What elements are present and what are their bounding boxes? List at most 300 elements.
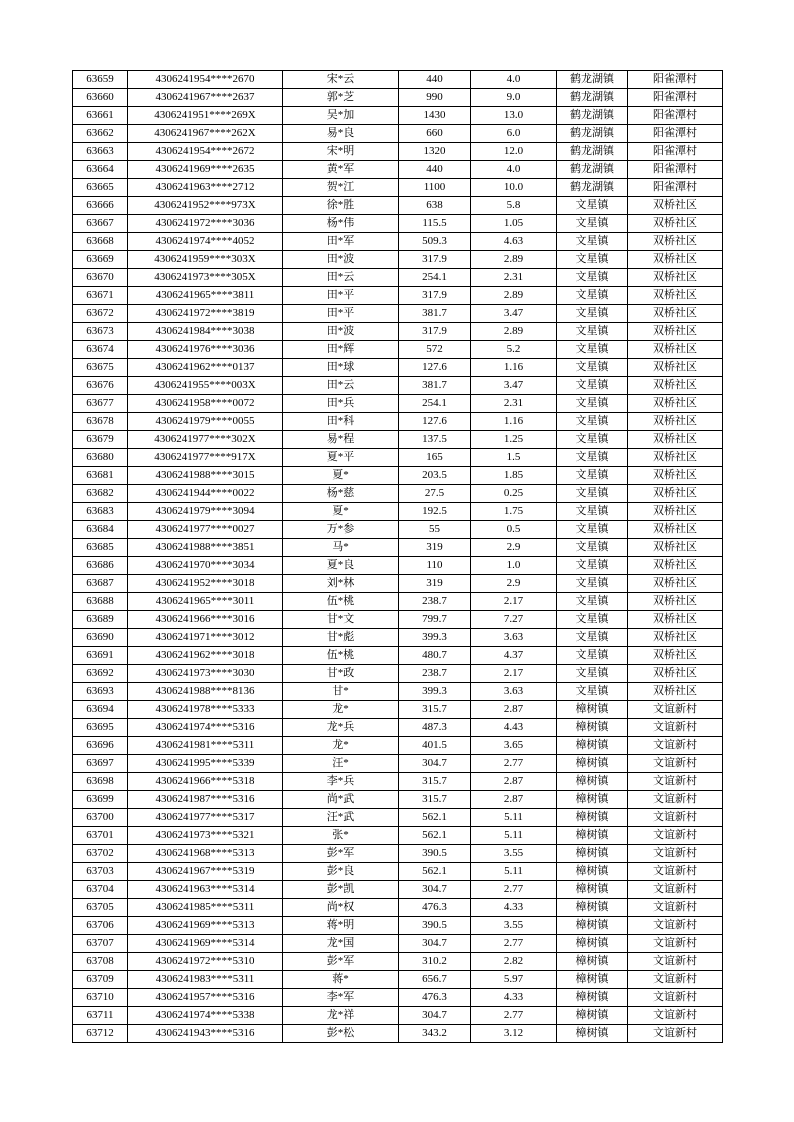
cell-quantity: 2.9 bbox=[471, 575, 557, 593]
cell-amount: 115.5 bbox=[399, 215, 471, 233]
cell-serial-number: 63668 bbox=[73, 233, 128, 251]
table-body bbox=[73, 71, 723, 1043]
cell-amount: 317.9 bbox=[399, 251, 471, 269]
cell-serial-number: 63710 bbox=[73, 989, 128, 1007]
table-row bbox=[73, 737, 723, 755]
table-row bbox=[73, 881, 723, 899]
cell-quantity: 4.33 bbox=[471, 899, 557, 917]
cell-serial-number: 63666 bbox=[73, 197, 128, 215]
cell-quantity: 9.0 bbox=[471, 89, 557, 107]
cell-town: 文星镇 bbox=[557, 521, 628, 539]
cell-amount: 238.7 bbox=[399, 593, 471, 611]
cell-village: 双桥社区 bbox=[628, 467, 723, 485]
table-row bbox=[73, 611, 723, 629]
cell-amount: 799.7 bbox=[399, 611, 471, 629]
cell-serial-number: 63669 bbox=[73, 251, 128, 269]
cell-town: 文星镇 bbox=[557, 359, 628, 377]
cell-village: 文谊新村 bbox=[628, 881, 723, 899]
cell-amount: 476.3 bbox=[399, 899, 471, 917]
table-row bbox=[73, 305, 723, 323]
cell-quantity: 2.9 bbox=[471, 539, 557, 557]
cell-name: 汪*武 bbox=[283, 809, 399, 827]
table-row bbox=[73, 161, 723, 179]
cell-town: 文星镇 bbox=[557, 539, 628, 557]
cell-village: 双桥社区 bbox=[628, 197, 723, 215]
cell-name: 田*平 bbox=[283, 305, 399, 323]
cell-serial-number: 63688 bbox=[73, 593, 128, 611]
cell-village: 阳雀潭村 bbox=[628, 161, 723, 179]
cell-id-card-number: 4306241972****3819 bbox=[128, 305, 283, 323]
cell-town: 樟树镇 bbox=[557, 863, 628, 881]
cell-village: 文谊新村 bbox=[628, 737, 723, 755]
cell-serial-number: 63706 bbox=[73, 917, 128, 935]
cell-village: 阳雀潭村 bbox=[628, 143, 723, 161]
cell-id-card-number: 4306241967****2637 bbox=[128, 89, 283, 107]
cell-name: 田*军 bbox=[283, 233, 399, 251]
table-row bbox=[73, 575, 723, 593]
cell-name: 伍*桃 bbox=[283, 593, 399, 611]
cell-quantity: 1.85 bbox=[471, 467, 557, 485]
cell-serial-number: 63697 bbox=[73, 755, 128, 773]
cell-id-card-number: 4306241962****0137 bbox=[128, 359, 283, 377]
cell-town: 樟树镇 bbox=[557, 989, 628, 1007]
cell-village: 双桥社区 bbox=[628, 377, 723, 395]
cell-quantity: 2.77 bbox=[471, 1007, 557, 1025]
cell-town: 樟树镇 bbox=[557, 755, 628, 773]
table-row bbox=[73, 143, 723, 161]
cell-name: 甘*文 bbox=[283, 611, 399, 629]
cell-id-card-number: 4306241959****303X bbox=[128, 251, 283, 269]
cell-id-card-number: 4306241977****302X bbox=[128, 431, 283, 449]
cell-town: 文星镇 bbox=[557, 323, 628, 341]
cell-serial-number: 63660 bbox=[73, 89, 128, 107]
cell-amount: 480.7 bbox=[399, 647, 471, 665]
cell-village: 文谊新村 bbox=[628, 953, 723, 971]
cell-name: 夏*平 bbox=[283, 449, 399, 467]
cell-quantity: 5.2 bbox=[471, 341, 557, 359]
table-row bbox=[73, 431, 723, 449]
cell-serial-number: 63704 bbox=[73, 881, 128, 899]
records-table bbox=[72, 70, 723, 1043]
cell-id-card-number: 4306241963****5314 bbox=[128, 881, 283, 899]
cell-amount: 137.5 bbox=[399, 431, 471, 449]
cell-serial-number: 63711 bbox=[73, 1007, 128, 1025]
cell-town: 文星镇 bbox=[557, 431, 628, 449]
cell-serial-number: 63673 bbox=[73, 323, 128, 341]
cell-id-card-number: 4306241957****5316 bbox=[128, 989, 283, 1007]
cell-village: 双桥社区 bbox=[628, 395, 723, 413]
cell-village: 双桥社区 bbox=[628, 305, 723, 323]
table-row bbox=[73, 629, 723, 647]
cell-amount: 381.7 bbox=[399, 305, 471, 323]
cell-village: 文谊新村 bbox=[628, 1007, 723, 1025]
cell-amount: 562.1 bbox=[399, 827, 471, 845]
table-row bbox=[73, 539, 723, 557]
cell-name: 彭*良 bbox=[283, 863, 399, 881]
table-row bbox=[73, 899, 723, 917]
cell-id-card-number: 4306241977****917X bbox=[128, 449, 283, 467]
cell-serial-number: 63691 bbox=[73, 647, 128, 665]
cell-id-card-number: 4306241973****3030 bbox=[128, 665, 283, 683]
cell-amount: 319 bbox=[399, 575, 471, 593]
cell-town: 文星镇 bbox=[557, 215, 628, 233]
cell-quantity: 2.87 bbox=[471, 791, 557, 809]
cell-quantity: 2.89 bbox=[471, 323, 557, 341]
cell-quantity: 13.0 bbox=[471, 107, 557, 125]
cell-village: 文谊新村 bbox=[628, 863, 723, 881]
table-row bbox=[73, 449, 723, 467]
cell-serial-number: 63678 bbox=[73, 413, 128, 431]
table-row bbox=[73, 107, 723, 125]
cell-quantity: 1.16 bbox=[471, 359, 557, 377]
cell-quantity: 1.75 bbox=[471, 503, 557, 521]
table-row bbox=[73, 89, 723, 107]
cell-serial-number: 63690 bbox=[73, 629, 128, 647]
cell-name: 蒋*明 bbox=[283, 917, 399, 935]
cell-amount: 315.7 bbox=[399, 791, 471, 809]
cell-id-card-number: 4306241987****5316 bbox=[128, 791, 283, 809]
cell-town: 文星镇 bbox=[557, 593, 628, 611]
cell-quantity: 1.05 bbox=[471, 215, 557, 233]
cell-name: 彭*松 bbox=[283, 1025, 399, 1043]
cell-serial-number: 63696 bbox=[73, 737, 128, 755]
cell-name: 马* bbox=[283, 539, 399, 557]
table-row bbox=[73, 971, 723, 989]
cell-amount: 1100 bbox=[399, 179, 471, 197]
cell-town: 文星镇 bbox=[557, 665, 628, 683]
cell-id-card-number: 4306241965****3011 bbox=[128, 593, 283, 611]
cell-name: 甘*政 bbox=[283, 665, 399, 683]
cell-town: 文星镇 bbox=[557, 305, 628, 323]
cell-id-card-number: 4306241978****5333 bbox=[128, 701, 283, 719]
cell-town: 樟树镇 bbox=[557, 971, 628, 989]
cell-amount: 660 bbox=[399, 125, 471, 143]
table-row bbox=[73, 521, 723, 539]
cell-amount: 304.7 bbox=[399, 755, 471, 773]
cell-name: 田*平 bbox=[283, 287, 399, 305]
cell-town: 文星镇 bbox=[557, 233, 628, 251]
cell-id-card-number: 4306241952****973X bbox=[128, 197, 283, 215]
cell-quantity: 2.17 bbox=[471, 593, 557, 611]
cell-serial-number: 63705 bbox=[73, 899, 128, 917]
table-row bbox=[73, 269, 723, 287]
cell-town: 文星镇 bbox=[557, 683, 628, 701]
cell-town: 鹤龙湖镇 bbox=[557, 143, 628, 161]
cell-village: 文谊新村 bbox=[628, 773, 723, 791]
cell-town: 文星镇 bbox=[557, 197, 628, 215]
cell-amount: 381.7 bbox=[399, 377, 471, 395]
cell-quantity: 3.55 bbox=[471, 845, 557, 863]
cell-id-card-number: 4306241971****3012 bbox=[128, 629, 283, 647]
table-row bbox=[73, 377, 723, 395]
cell-name: 龙*国 bbox=[283, 935, 399, 953]
cell-serial-number: 63699 bbox=[73, 791, 128, 809]
table-row bbox=[73, 647, 723, 665]
cell-name: 黄*军 bbox=[283, 161, 399, 179]
table-row bbox=[73, 287, 723, 305]
table-row bbox=[73, 665, 723, 683]
cell-serial-number: 63702 bbox=[73, 845, 128, 863]
cell-name: 彭*军 bbox=[283, 845, 399, 863]
cell-amount: 165 bbox=[399, 449, 471, 467]
cell-village: 双桥社区 bbox=[628, 251, 723, 269]
cell-amount: 390.5 bbox=[399, 917, 471, 935]
cell-town: 樟树镇 bbox=[557, 881, 628, 899]
cell-id-card-number: 4306241977****5317 bbox=[128, 809, 283, 827]
cell-village: 双桥社区 bbox=[628, 665, 723, 683]
cell-id-card-number: 4306241968****5313 bbox=[128, 845, 283, 863]
cell-id-card-number: 4306241984****3038 bbox=[128, 323, 283, 341]
cell-village: 文谊新村 bbox=[628, 1025, 723, 1043]
cell-name: 尚*武 bbox=[283, 791, 399, 809]
cell-village: 双桥社区 bbox=[628, 359, 723, 377]
cell-serial-number: 63680 bbox=[73, 449, 128, 467]
table-row bbox=[73, 593, 723, 611]
table-row bbox=[73, 467, 723, 485]
cell-id-card-number: 4306241954****2672 bbox=[128, 143, 283, 161]
cell-name: 徐*胜 bbox=[283, 197, 399, 215]
cell-village: 文谊新村 bbox=[628, 917, 723, 935]
cell-serial-number: 63701 bbox=[73, 827, 128, 845]
cell-quantity: 4.0 bbox=[471, 71, 557, 89]
cell-village: 双桥社区 bbox=[628, 341, 723, 359]
table-row bbox=[73, 341, 723, 359]
cell-village: 阳雀潭村 bbox=[628, 89, 723, 107]
cell-town: 鹤龙湖镇 bbox=[557, 71, 628, 89]
cell-town: 樟树镇 bbox=[557, 791, 628, 809]
cell-name: 郭*芝 bbox=[283, 89, 399, 107]
table-row bbox=[73, 845, 723, 863]
cell-amount: 192.5 bbox=[399, 503, 471, 521]
cell-serial-number: 63683 bbox=[73, 503, 128, 521]
cell-quantity: 3.55 bbox=[471, 917, 557, 935]
cell-town: 樟树镇 bbox=[557, 701, 628, 719]
cell-serial-number: 63664 bbox=[73, 161, 128, 179]
table-row bbox=[73, 683, 723, 701]
cell-name: 田*云 bbox=[283, 269, 399, 287]
cell-amount: 401.5 bbox=[399, 737, 471, 755]
cell-amount: 238.7 bbox=[399, 665, 471, 683]
table-row bbox=[73, 323, 723, 341]
cell-id-card-number: 4306241969****5314 bbox=[128, 935, 283, 953]
cell-amount: 343.2 bbox=[399, 1025, 471, 1043]
cell-serial-number: 63684 bbox=[73, 521, 128, 539]
cell-quantity: 2.77 bbox=[471, 755, 557, 773]
cell-id-card-number: 4306241988****8136 bbox=[128, 683, 283, 701]
cell-village: 双桥社区 bbox=[628, 611, 723, 629]
cell-amount: 254.1 bbox=[399, 395, 471, 413]
cell-quantity: 3.63 bbox=[471, 629, 557, 647]
cell-serial-number: 63665 bbox=[73, 179, 128, 197]
cell-village: 文谊新村 bbox=[628, 989, 723, 1007]
cell-serial-number: 63709 bbox=[73, 971, 128, 989]
cell-name: 彭*凯 bbox=[283, 881, 399, 899]
cell-serial-number: 63700 bbox=[73, 809, 128, 827]
cell-village: 文谊新村 bbox=[628, 719, 723, 737]
cell-name: 夏* bbox=[283, 503, 399, 521]
cell-quantity: 3.47 bbox=[471, 305, 557, 323]
table-row bbox=[73, 863, 723, 881]
table-row bbox=[73, 125, 723, 143]
cell-quantity: 2.89 bbox=[471, 287, 557, 305]
cell-name: 万*参 bbox=[283, 521, 399, 539]
cell-quantity: 1.16 bbox=[471, 413, 557, 431]
cell-id-card-number: 4306241995****5339 bbox=[128, 755, 283, 773]
cell-quantity: 4.43 bbox=[471, 719, 557, 737]
cell-name: 汪* bbox=[283, 755, 399, 773]
cell-amount: 127.6 bbox=[399, 413, 471, 431]
cell-id-card-number: 4306241974****5338 bbox=[128, 1007, 283, 1025]
cell-town: 文星镇 bbox=[557, 413, 628, 431]
cell-id-card-number: 4306241973****5321 bbox=[128, 827, 283, 845]
cell-town: 樟树镇 bbox=[557, 737, 628, 755]
cell-village: 双桥社区 bbox=[628, 521, 723, 539]
cell-village: 双桥社区 bbox=[628, 287, 723, 305]
cell-village: 双桥社区 bbox=[628, 485, 723, 503]
cell-village: 文谊新村 bbox=[628, 809, 723, 827]
cell-id-card-number: 4306241966****3016 bbox=[128, 611, 283, 629]
cell-serial-number: 63693 bbox=[73, 683, 128, 701]
cell-serial-number: 63672 bbox=[73, 305, 128, 323]
cell-name: 易*良 bbox=[283, 125, 399, 143]
cell-serial-number: 63708 bbox=[73, 953, 128, 971]
cell-id-card-number: 4306241976****3036 bbox=[128, 341, 283, 359]
cell-town: 文星镇 bbox=[557, 485, 628, 503]
cell-id-card-number: 4306241951****269X bbox=[128, 107, 283, 125]
cell-name: 李*军 bbox=[283, 989, 399, 1007]
cell-village: 文谊新村 bbox=[628, 845, 723, 863]
cell-name: 田*辉 bbox=[283, 341, 399, 359]
cell-amount: 254.1 bbox=[399, 269, 471, 287]
cell-name: 蒋* bbox=[283, 971, 399, 989]
cell-id-card-number: 4306241967****5319 bbox=[128, 863, 283, 881]
table-row bbox=[73, 701, 723, 719]
cell-id-card-number: 4306241972****3036 bbox=[128, 215, 283, 233]
cell-id-card-number: 4306241969****2635 bbox=[128, 161, 283, 179]
cell-village: 双桥社区 bbox=[628, 593, 723, 611]
table-row bbox=[73, 395, 723, 413]
cell-quantity: 12.0 bbox=[471, 143, 557, 161]
cell-name: 杨*慈 bbox=[283, 485, 399, 503]
cell-town: 文星镇 bbox=[557, 395, 628, 413]
cell-town: 鹤龙湖镇 bbox=[557, 161, 628, 179]
cell-name: 夏*良 bbox=[283, 557, 399, 575]
cell-serial-number: 63663 bbox=[73, 143, 128, 161]
cell-id-card-number: 4306241985****5311 bbox=[128, 899, 283, 917]
cell-name: 龙* bbox=[283, 737, 399, 755]
cell-name: 田*兵 bbox=[283, 395, 399, 413]
cell-name: 张* bbox=[283, 827, 399, 845]
cell-quantity: 1.0 bbox=[471, 557, 557, 575]
cell-quantity: 2.17 bbox=[471, 665, 557, 683]
cell-amount: 319 bbox=[399, 539, 471, 557]
cell-quantity: 2.89 bbox=[471, 251, 557, 269]
cell-village: 双桥社区 bbox=[628, 413, 723, 431]
cell-id-card-number: 4306241973****305X bbox=[128, 269, 283, 287]
cell-village: 文谊新村 bbox=[628, 791, 723, 809]
cell-id-card-number: 4306241977****0027 bbox=[128, 521, 283, 539]
cell-village: 双桥社区 bbox=[628, 215, 723, 233]
cell-quantity: 4.37 bbox=[471, 647, 557, 665]
cell-amount: 1320 bbox=[399, 143, 471, 161]
cell-serial-number: 63707 bbox=[73, 935, 128, 953]
cell-serial-number: 63712 bbox=[73, 1025, 128, 1043]
cell-id-card-number: 4306241954****2670 bbox=[128, 71, 283, 89]
cell-quantity: 2.31 bbox=[471, 395, 557, 413]
cell-id-card-number: 4306241944****0022 bbox=[128, 485, 283, 503]
cell-name: 田*云 bbox=[283, 377, 399, 395]
cell-town: 樟树镇 bbox=[557, 1007, 628, 1025]
cell-amount: 317.9 bbox=[399, 287, 471, 305]
cell-id-card-number: 4306241955****003X bbox=[128, 377, 283, 395]
cell-quantity: 3.65 bbox=[471, 737, 557, 755]
cell-amount: 315.7 bbox=[399, 773, 471, 791]
table-row bbox=[73, 773, 723, 791]
cell-name: 杨*伟 bbox=[283, 215, 399, 233]
cell-serial-number: 63675 bbox=[73, 359, 128, 377]
cell-amount: 317.9 bbox=[399, 323, 471, 341]
cell-serial-number: 63681 bbox=[73, 467, 128, 485]
cell-town: 樟树镇 bbox=[557, 935, 628, 953]
cell-town: 樟树镇 bbox=[557, 1025, 628, 1043]
cell-serial-number: 63692 bbox=[73, 665, 128, 683]
cell-town: 文星镇 bbox=[557, 575, 628, 593]
cell-town: 樟树镇 bbox=[557, 827, 628, 845]
cell-serial-number: 63659 bbox=[73, 71, 128, 89]
cell-village: 阳雀潭村 bbox=[628, 71, 723, 89]
cell-town: 樟树镇 bbox=[557, 773, 628, 791]
cell-village: 双桥社区 bbox=[628, 233, 723, 251]
cell-quantity: 4.63 bbox=[471, 233, 557, 251]
cell-amount: 304.7 bbox=[399, 935, 471, 953]
table-row bbox=[73, 1025, 723, 1043]
cell-id-card-number: 4306241958****0072 bbox=[128, 395, 283, 413]
table-row bbox=[73, 719, 723, 737]
table-row bbox=[73, 935, 723, 953]
cell-name: 彭*军 bbox=[283, 953, 399, 971]
cell-town: 鹤龙湖镇 bbox=[557, 107, 628, 125]
cell-village: 双桥社区 bbox=[628, 323, 723, 341]
cell-serial-number: 63695 bbox=[73, 719, 128, 737]
table-row bbox=[73, 215, 723, 233]
cell-amount: 390.5 bbox=[399, 845, 471, 863]
cell-amount: 562.1 bbox=[399, 809, 471, 827]
cell-id-card-number: 4306241970****3034 bbox=[128, 557, 283, 575]
cell-serial-number: 63687 bbox=[73, 575, 128, 593]
cell-id-card-number: 4306241988****3015 bbox=[128, 467, 283, 485]
cell-id-card-number: 4306241965****3811 bbox=[128, 287, 283, 305]
table-row bbox=[73, 359, 723, 377]
cell-village: 阳雀潭村 bbox=[628, 125, 723, 143]
cell-serial-number: 63674 bbox=[73, 341, 128, 359]
cell-name: 田*球 bbox=[283, 359, 399, 377]
cell-quantity: 3.47 bbox=[471, 377, 557, 395]
cell-quantity: 2.87 bbox=[471, 773, 557, 791]
table-row bbox=[73, 251, 723, 269]
cell-amount: 656.7 bbox=[399, 971, 471, 989]
cell-serial-number: 63667 bbox=[73, 215, 128, 233]
table-row bbox=[73, 179, 723, 197]
cell-village: 文谊新村 bbox=[628, 899, 723, 917]
table-row bbox=[73, 1007, 723, 1025]
cell-quantity: 2.31 bbox=[471, 269, 557, 287]
cell-quantity: 2.87 bbox=[471, 701, 557, 719]
cell-town: 鹤龙湖镇 bbox=[557, 125, 628, 143]
cell-town: 樟树镇 bbox=[557, 899, 628, 917]
cell-serial-number: 63677 bbox=[73, 395, 128, 413]
cell-quantity: 4.0 bbox=[471, 161, 557, 179]
table-row bbox=[73, 989, 723, 1007]
